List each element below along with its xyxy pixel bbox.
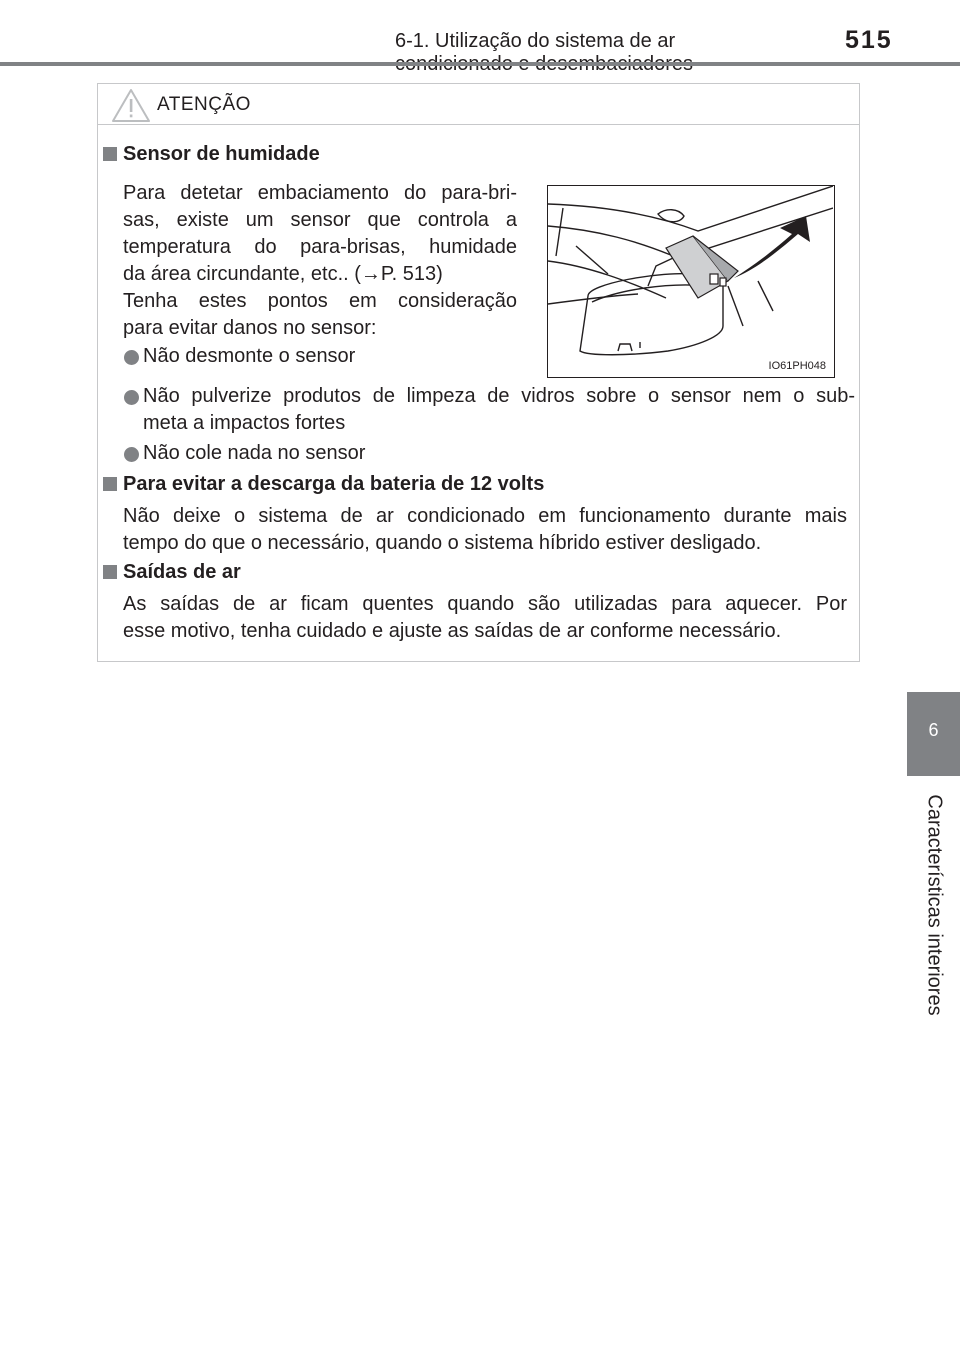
text-line: Não pulverize produtos de limpeza de vidros sobre o sensor nem o sub- (143, 385, 855, 407)
bullet-text-multiline (143, 383, 855, 437)
section-heading-battery (103, 473, 544, 496)
text-line: Não deixe o sistema de ar condicionado em funcionamento durante mais (123, 505, 847, 527)
mirror-sensor-drawing (548, 186, 833, 376)
text-line: Para detetar embaciamento do para-bri- (123, 182, 517, 204)
air-outlets-paragraph (123, 591, 847, 645)
warning-triangle-icon (111, 88, 151, 124)
sensor-illustration (547, 185, 835, 378)
text-line: meta a impactos fortes (143, 412, 346, 434)
text-line: tempo do que o necessário, quando o sistema híbrido estiver desligado. (123, 532, 762, 554)
square-bullet-icon (103, 477, 117, 491)
figure-code: IO61PH048 (768, 360, 826, 372)
heading-text: Sensor de humidade (123, 143, 320, 165)
header-rule (0, 62, 960, 66)
heading-text: Para evitar a descarga da bateria de 12 volts (123, 473, 545, 495)
intro-paragraph (123, 180, 517, 288)
warning-title: ATENÇÃO (157, 94, 251, 115)
chapter-tab (907, 692, 960, 776)
bullet-text: Não desmonte o sensor (143, 345, 356, 367)
round-bullet-icon (124, 447, 139, 462)
section-heading-air-outlets (103, 561, 241, 584)
page-number: 515 (845, 26, 893, 54)
text-line: Tenha estes pontos em consideração (123, 290, 517, 312)
text-line: para evitar danos no sensor: (123, 317, 377, 339)
square-bullet-icon (103, 147, 117, 161)
text-line: da área circundante, etc.. (→P. 513) (123, 263, 443, 285)
warning-header (98, 84, 859, 125)
round-bullet-icon (124, 390, 139, 405)
heading-text: Saídas de ar (123, 561, 241, 583)
battery-paragraph (123, 503, 847, 557)
text-line: esse motivo, tenha cuidado e ajuste as saídas de ar conforme necessário. (123, 620, 782, 642)
round-bullet-icon (124, 350, 139, 365)
bullet-text: Não cole nada no sensor (143, 442, 366, 464)
text-line: temperatura do para-brisas, humidade (123, 236, 517, 258)
chapter-label-container (914, 790, 954, 1020)
page-header-title: 6-1. Utilização do sistema de ar (395, 30, 676, 52)
section-heading-humidity-sensor (103, 143, 320, 166)
square-bullet-icon (103, 565, 117, 579)
text-line: As saídas de ar ficam quentes quando são utilizadas para aquecer. Por (123, 593, 847, 615)
chapter-number: 6 (928, 720, 939, 740)
note-paragraph (123, 288, 517, 342)
text-line: sas, existe um sensor que controla a (123, 209, 517, 231)
chapter-label: Características interiores (923, 794, 946, 1016)
